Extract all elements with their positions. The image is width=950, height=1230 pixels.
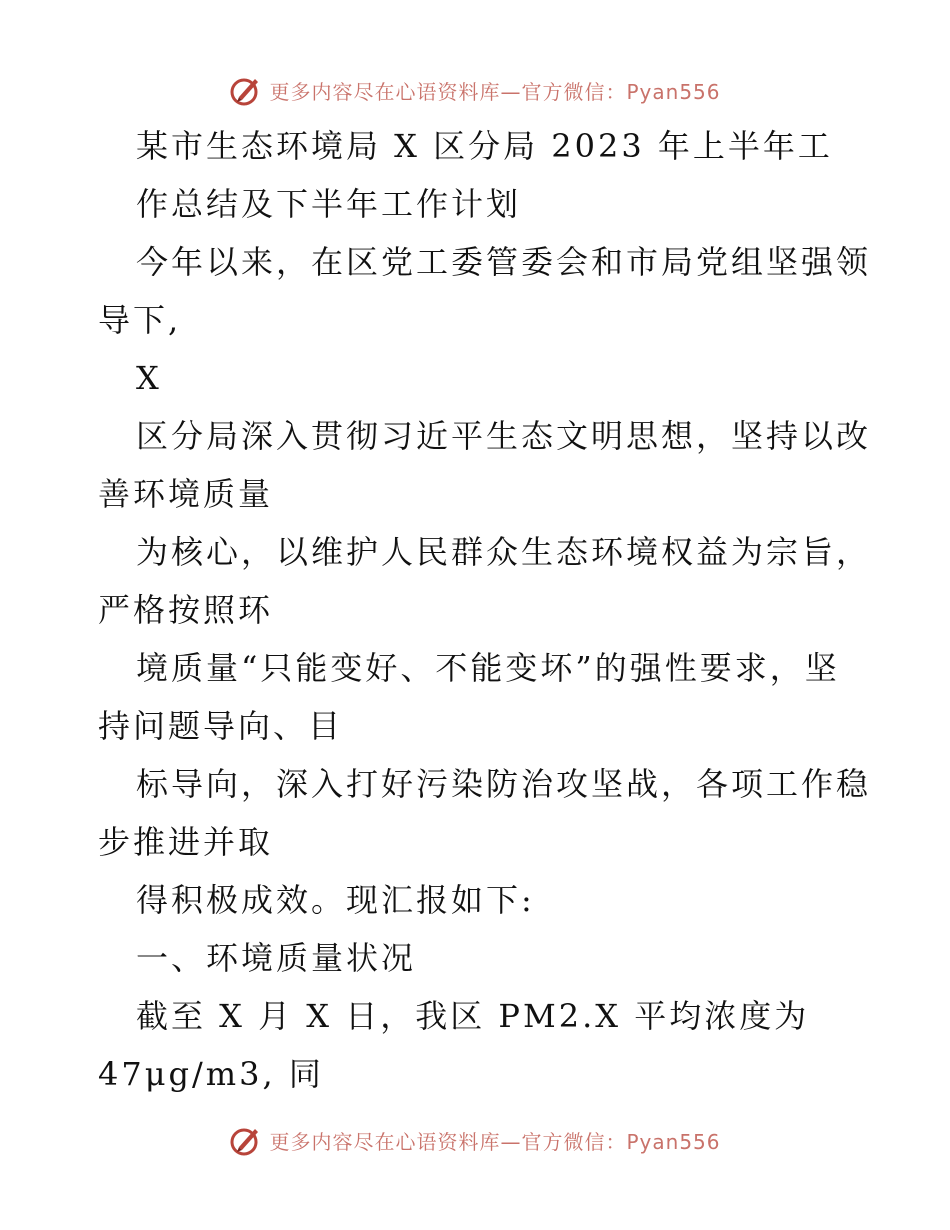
paragraph-line: 截至 X 月 X 日，我区 PM2.X 平均浓度为	[136, 997, 810, 1035]
quill-pen-logo-icon	[229, 1123, 263, 1157]
watermark-banner-bottom	[0, 1120, 950, 1160]
paragraph-line: 区分局深入贯彻习近平生态文明思想，坚持以改	[136, 417, 872, 455]
paragraph-line: 为核心，以维护人民群众生态环境权益为宗旨，	[136, 533, 872, 571]
watermark-label: 更多内容尽在心语资料库—官方微信：	[269, 79, 627, 104]
paragraph-line: 严格按照环	[98, 591, 274, 629]
watermark-wechat-id: Pyan556	[626, 1129, 721, 1154]
watermark-label: 更多内容尽在心语资料库—官方微信：	[269, 1129, 627, 1154]
paragraph-line: 持问题导向、目	[98, 707, 344, 745]
paragraph-line: 今年以来，在区党工委管委会和市局党组坚强领	[136, 243, 872, 281]
watermark-wechat-id: Pyan556	[626, 79, 721, 104]
quill-pen-logo-icon	[229, 73, 263, 107]
paragraph-line: 境质量“只能变好、不能变坏”的强性要求，坚	[136, 649, 840, 687]
section-heading: 一、环境质量状况	[136, 939, 417, 977]
watermark-banner-top	[0, 70, 950, 110]
paragraph-line: 47μg/m3, 同	[98, 1055, 324, 1093]
paragraph-line: 善环境质量	[98, 475, 274, 513]
paragraph-line: 标导向，深入打好污染防治攻坚战，各项工作稳	[136, 765, 872, 803]
paragraph-line: 步推进并取	[98, 823, 274, 861]
paragraph-line: 导下,	[98, 301, 182, 339]
watermark-text	[269, 1126, 720, 1155]
paragraph-line: X	[136, 359, 162, 397]
watermark-text	[269, 76, 720, 105]
paragraph-line: 得积极成效。现汇报如下:	[136, 881, 535, 919]
title-line-2: 作总结及下半年工作计划	[136, 185, 522, 223]
title-line-1: 某市生态环境局 X 区分局 2023 年上半年工	[136, 127, 833, 165]
